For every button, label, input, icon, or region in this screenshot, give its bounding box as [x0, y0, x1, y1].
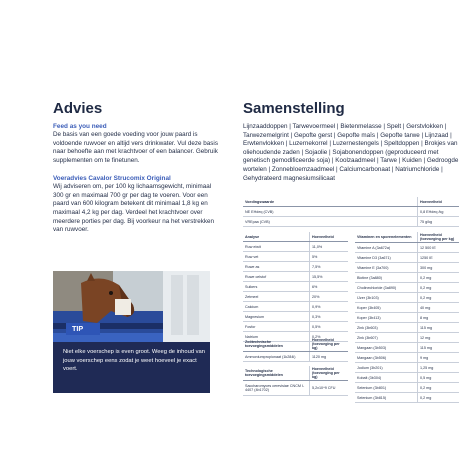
table-cell: Cholinechloride (3a890): [355, 283, 418, 293]
table-cell: IJzer (3b103): [355, 293, 418, 303]
table-cell: Kobalt (3b304): [355, 373, 418, 383]
technological-additives-table: [243, 366, 348, 396]
table-cell: Selenium (3b815): [355, 393, 418, 403]
composition-heading: Samenstelling: [243, 100, 345, 117]
table-cell: 5%: [310, 252, 349, 262]
nutrition-value-table: [243, 197, 459, 227]
table-cell: Magnesium: [243, 312, 310, 322]
table-row: [355, 343, 459, 353]
table-cell: 15,5%: [310, 272, 349, 282]
table-cell: Ruw eiwit: [243, 242, 310, 252]
table-cell: Jodium (3b201): [355, 363, 418, 373]
product-advice-text: Wij adviseren om, per 100 kg lichaamsgewicht, minimaal 300 gr en maximaal 700 gr per dag te voeren. Voor een paard van 600 kilogram betekent dit minimaal 1,8 kg en maximaal 4,2 kg per dag. Verdeel het krachtvoer over meerdere porties per dag. Bij voorkeur na het verstrekken van ruwvoer.: [53, 182, 215, 234]
tip-box: [53, 342, 210, 393]
table-cell: NE EHdeq (CVB): [243, 207, 418, 217]
table-cell: 8 mg: [418, 313, 460, 323]
table-cell: Vitamine E (3a700): [355, 263, 418, 273]
table-row: [355, 253, 459, 263]
table-cell: 6%: [310, 282, 349, 292]
table-cell: Zink (3b607): [355, 333, 418, 343]
table-row: [243, 292, 348, 302]
table-header: Hoeveelheid (toevoeging per kg): [310, 366, 349, 381]
table-cell: 0,2 mg: [418, 393, 460, 403]
table-cell: 0,8 EHdeq /kg: [418, 207, 460, 217]
table-row: [243, 242, 348, 252]
table-cell: Zetmeel: [243, 292, 310, 302]
table-cell: Mangaan (3b506): [355, 353, 418, 363]
table-cell: Saccharomyces cerevisiae CNCM I-4407 (4b1702): [243, 381, 310, 396]
table-cell: 0,5%: [310, 322, 349, 332]
table-header: Hoeveelheid: [310, 232, 349, 242]
table-row: [243, 207, 459, 217]
ingredients-list: Lijnzaaddoppen | Tarwevoermeel | Bietenmelasse | Spelt | Gerstvlokken | Tarwezemelgrint | Gepofte gerst | Gepofte maïs | Gepofte tarwe | Lijnzaad | Erwtenvlokken | Luzernekorrel | Luzernestengels | Speltdoppen | Brokjes van oliehoudende zaden | Sojaolie | Sojabonendoppen (geproduceerd met genetisch gemodificeerde soja) | Koolzaadmeel | Tarwe | Kuiden | Gedroogde wortelen | Zonnebloemzaadmeel | Calciumcarbonaat | Natriumchloride | Gehydrateerd magnesiumsilicaat: [243, 123, 459, 182]
table-header: Analyse: [243, 232, 310, 242]
table-cell: 300 mg: [418, 263, 460, 273]
tip-text: Niet elke voerschep is even groot. Weeg de inhoud van jouw voerschep eens zodat je weet hoeveel je exact voert.: [63, 349, 206, 373]
table-cell: Calcium: [243, 302, 310, 312]
table-cell: 115 mg: [418, 343, 460, 353]
table-cell: 12 500 IE: [418, 243, 460, 253]
table-cell: 9 mg: [418, 353, 460, 363]
tip-badge: TIP: [66, 323, 100, 335]
table-row: [355, 393, 459, 403]
table-cell: 0,3%: [310, 312, 349, 322]
table-row: [243, 352, 348, 362]
table-cell: Ruwe celstof: [243, 272, 310, 282]
table-row: [243, 282, 348, 292]
table-row: [355, 313, 459, 323]
table-header: Hoeveelheid: [418, 197, 460, 207]
table-row: [355, 293, 459, 303]
table-cell: Mangaan (3b503): [355, 343, 418, 353]
table-cell: 115 mg: [418, 323, 460, 333]
table-row: [355, 243, 459, 253]
table-header: Hoeveelheid (toevoeging per kg): [310, 337, 349, 352]
feed-title: Feed as you need: [53, 123, 107, 130]
table-cell: 0,9%: [310, 302, 349, 312]
table-cell: Vitamine A (3a672a): [355, 243, 418, 253]
table-cell: Koper (3b413): [355, 313, 418, 323]
table-row: [355, 333, 459, 343]
table-cell: Koper (3b405): [355, 303, 418, 313]
table-row: [243, 302, 348, 312]
table-cell: 0,2%: [310, 332, 349, 342]
table-row: [355, 303, 459, 313]
table-row: [243, 312, 348, 322]
feed-text: De basis van een goede voeding voor jouw paard is voldoende ruwvoer en altijd vers drinkwater. Vul deze basis naar behoefte aan met krachtvoer of een balancer. Gebruik supplementen om te finetunen.: [53, 131, 218, 165]
table-cell: Biotine (3a880): [355, 273, 418, 283]
table-row: [243, 262, 348, 272]
table-cell: 0,2 mg: [418, 383, 460, 393]
analysis-table: [243, 232, 348, 342]
table-cell: Suikers: [243, 282, 310, 292]
table-row: [355, 273, 459, 283]
table-cell: 0,2 mg: [418, 273, 460, 283]
table-cell: 1,25 mg: [418, 363, 460, 373]
table-cell: 0,5 mg: [418, 373, 460, 383]
table-cell: Ruw vet: [243, 252, 310, 262]
table-cell: Ammoniumpropionaat (1k284i): [243, 352, 310, 362]
table-row: [355, 353, 459, 363]
table-header: Zoötechnische toevoegingsmiddelen: [243, 337, 310, 352]
table-header: Technologische toevoegingsmiddelen: [243, 366, 310, 381]
table-row: [355, 383, 459, 393]
table-cell: 75 g/kg: [418, 217, 460, 227]
table-cell: Zink (3b603): [355, 323, 418, 333]
product-advice-title: Voeradvies Cavalor Strucomix Original: [53, 174, 171, 182]
table-cell: VREpaa (CVB): [243, 217, 418, 227]
table-row: [355, 283, 459, 293]
table-header: Hoeveelheid (toevoeging per kg): [418, 232, 460, 243]
table-cell: 40 mg: [418, 303, 460, 313]
advice-column: [53, 100, 223, 235]
table-cell: Fosfor: [243, 322, 310, 332]
table-cell: Ruwe as: [243, 262, 310, 272]
table-header: Vitaminen en sporenelementen: [355, 232, 418, 243]
table-cell: Natrium: [243, 332, 310, 342]
table-row: [243, 252, 348, 262]
table-cell: Selenium (3b801): [355, 383, 418, 393]
table-row: [355, 263, 459, 273]
table-cell: 1120 mg: [310, 352, 349, 362]
table-cell: 7,5%: [310, 262, 349, 272]
vitamins-trace-elements-table: [355, 232, 459, 403]
table-row: [355, 363, 459, 373]
table-row: [243, 272, 348, 282]
table-cell: 12 mg: [418, 333, 460, 343]
table-cell: 20%: [310, 292, 349, 302]
table-row: [243, 322, 348, 332]
table-cell: 5,2x10^9 CFU: [310, 381, 349, 396]
table-cell: 1250 IE: [418, 253, 460, 263]
table-row: [355, 323, 459, 333]
composition-column: [243, 100, 459, 183]
table-row: [355, 373, 459, 383]
table-cell: Vitamine D3 (3a671): [355, 253, 418, 263]
advice-heading: Advies: [53, 100, 103, 117]
table-cell: 0,2 mg: [418, 283, 460, 293]
table-row: [243, 381, 348, 396]
zootechnical-additives-table: [243, 337, 348, 362]
table-cell: 0,2 mg: [418, 293, 460, 303]
table-header: Voedingswaarde: [243, 197, 418, 207]
table-cell: 11,0%: [310, 242, 349, 252]
table-row: [243, 217, 459, 227]
